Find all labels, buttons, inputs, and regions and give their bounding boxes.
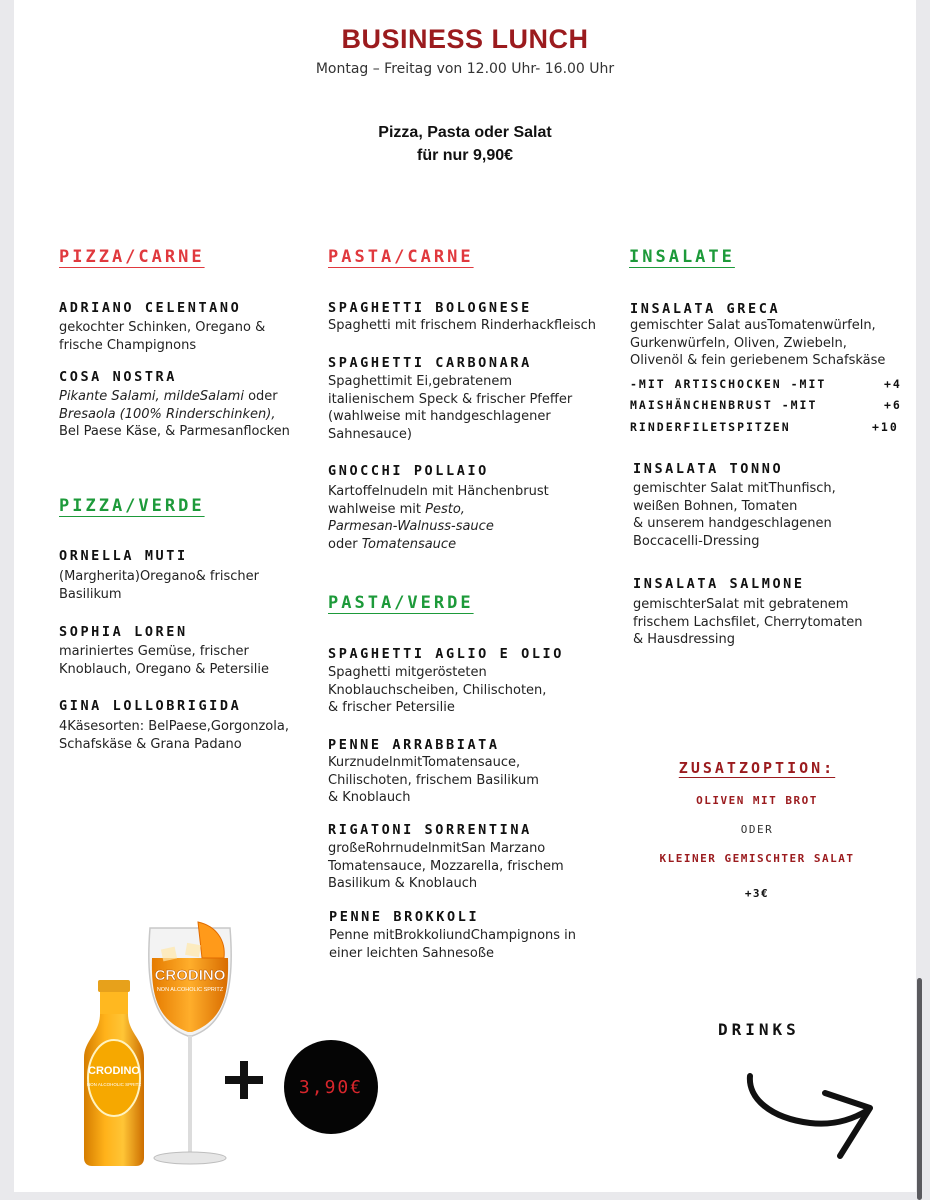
dish-description: Spaghetti mitgerösteten Knoblauchscheiben, Chilischoten, & frischer Petersilie — [328, 665, 547, 715]
promo-line-1: Pizza, Pasta oder Salat — [378, 124, 552, 141]
section-title-pizza-verde: PIZZA/VERDE — [59, 496, 205, 516]
section-title-pasta-carne: PASTA/CARNE — [328, 247, 474, 267]
dish-description: gemischter Salat ausTomatenwürfeln, Gurkenwürfeln, Oliven, Zwiebeln, Olivenöl & fein geriebenem Schafskäse — [630, 318, 886, 368]
dish-name: SOPHIA LOREN — [59, 624, 188, 640]
dish-name: SPAGHETTI CARBONARA — [328, 355, 532, 371]
dish-description: Pikante Salami, mildeSalami oder Bresaola (100% Rinderschinken), Bel Paese Käse, & Parmesanflocken — [59, 389, 290, 439]
zusatz-option-1: OLIVEN MIT BROT — [696, 794, 818, 807]
salad-option-price: +4 — [884, 377, 902, 391]
dish-name: INSALATA GRECA — [630, 301, 781, 317]
zusatz-oder: ODER — [740, 823, 774, 836]
section-title-pasta-verde: PASTA/VERDE — [328, 593, 474, 613]
salad-option-label: MAISHÄNCHENBRUST -MIT — [630, 398, 818, 412]
dish-name: PENNE ARRABBIATA — [328, 737, 500, 753]
dish-description: 4Käsesorten: BelPaese,Gorgonzola, Schafskäse & Grana Padano — [59, 719, 289, 752]
page-title: BUSINESS LUNCH — [341, 24, 589, 54]
dish-name: INSALATA SALMONE — [633, 576, 805, 592]
spritz-glass-image — [140, 918, 240, 1168]
curved-arrow-icon — [740, 1068, 880, 1168]
dish-name: SPAGHETTI BOLOGNESE — [328, 300, 532, 316]
salad-option-label: -MIT ARTISCHOCKEN -MIT — [630, 377, 827, 391]
opening-hours: Montag – Freitag von 12.00 Uhr- 16.00 Uhr — [315, 61, 615, 77]
dish-description: KurznudelnmitTomatensauce, Chilischoten, frischem Basilikum & Knoblauch — [328, 755, 539, 805]
dish-description: gemischterSalat mit gebratenem frischem Lachsfilet, Cherrytomaten & Hausdressing — [633, 597, 863, 647]
glass-sub-text: NON ALCOHOLIC SPRITZ — [156, 987, 224, 993]
glass-brand-text: CRODINO — [154, 967, 226, 984]
dish-description: großeRohrnudelnmitSan Marzano Tomatensauce, Mozzarella, frischem Basilikum & Knoblauch — [328, 841, 564, 891]
zusatzoption-title: ZUSATZOPTION: — [678, 759, 836, 777]
dish-name: PENNE BROKKOLI — [329, 909, 480, 925]
dish-name: INSALATA TONNO — [633, 461, 784, 477]
salad-option-price: +6 — [884, 398, 902, 412]
dish-description: (Margherita)Oregano& frischer Basilikum — [59, 569, 259, 602]
drinks-label: DRINKS — [718, 1020, 800, 1039]
zusatz-option-2: KLEINER GEMISCHTER SALAT — [659, 852, 855, 865]
dish-description: gemischter Salat mitThunfisch, weißen Bohnen, Tomaten & unserem handgeschlagenen Boccacelli-Dressing — [633, 481, 836, 549]
dish-description: Kartoffelnudeln mit Hänchenbrust wahlweise mit Pesto, Parmesan-Walnuss-sauce oder Tomatensauce — [328, 484, 549, 552]
dish-name: COSA NOSTRA — [59, 369, 178, 385]
dish-name: SPAGHETTI AGLIO E OLIO — [328, 646, 565, 662]
section-title-pizza-carne: PIZZA/CARNE — [59, 247, 205, 267]
dish-name: RIGATONI SORRENTINA — [328, 822, 532, 838]
dish-description: Spaghetti mit frischem Rinderhackfleisch — [328, 318, 596, 333]
bottle-sub-text: NON ALCOHOLIC SPRITZ — [86, 1082, 142, 1087]
salad-option-label: RINDERFILETSPITZEN — [630, 420, 791, 434]
dish-description: mariniertes Gemüse, frischer Knoblauch, Oregano & Petersilie — [59, 644, 269, 677]
drink-price-badge: 3,90€ — [284, 1040, 378, 1134]
dish-description: Penne mitBrokkoliundChampignons in einer leichten Sahnesoße — [329, 928, 577, 961]
zusatz-price: +3€ — [744, 887, 770, 900]
dish-name: GINA LOLLOBRIGIDA — [59, 698, 242, 714]
dish-description: gekochter Schinken, Oregano & frische Champignons — [59, 320, 266, 353]
dish-name: ADRIANO CELENTANO — [59, 300, 242, 316]
scrollbar[interactable] — [917, 978, 922, 1200]
dish-name: ORNELLA MUTI — [59, 548, 188, 564]
dish-description: Spaghettimit Ei,gebratenem italienischem Speck & frischer Pfeffer (wahlweise mit handgeschlagener Sahnesauce) — [328, 374, 573, 442]
dish-name: GNOCCHI POLLAIO — [328, 463, 489, 479]
section-title-insalate: INSALATE — [629, 247, 735, 267]
salad-option-price: +10 — [872, 420, 899, 434]
bottle-brand-text: CRODINO — [88, 1065, 140, 1077]
plus-icon — [222, 1058, 266, 1102]
promo-line-2: für nur 9,90€ — [416, 147, 514, 164]
